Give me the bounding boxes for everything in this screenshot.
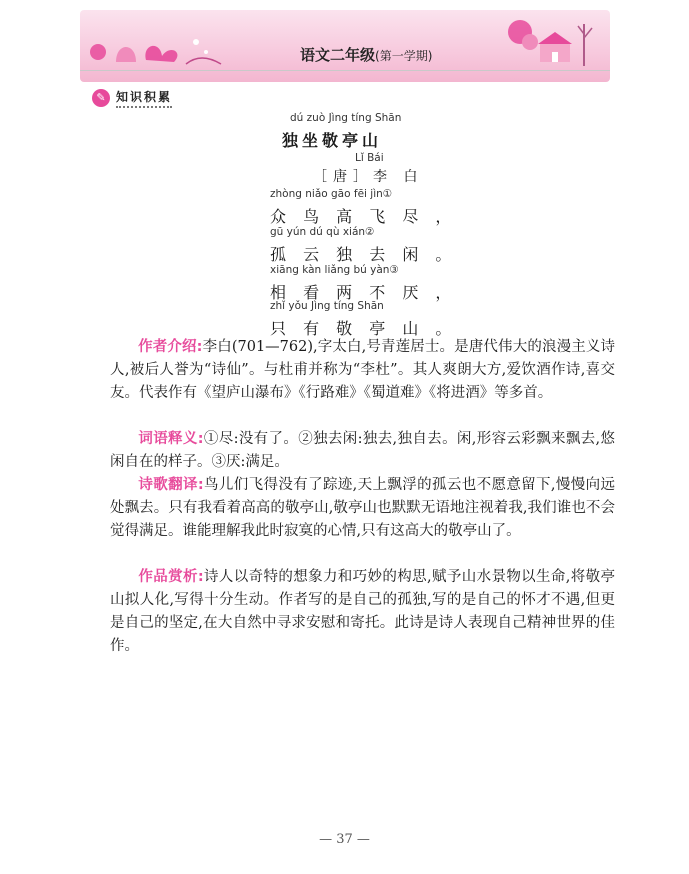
section-body: 诗人以奇特的想象力和巧妙的构思,赋予山水景物以生命,将敬亭山拟人化,写得十分生动。作者写的是自己的孤独,写的是自己的怀才不遇,但更是自己的坚定,在大自然中寻求安慰和寄托。此诗是诗人表现自己精神世界的佳作。 [110, 569, 615, 654]
poem-title: 独坐敬亭山 [282, 131, 383, 150]
book-title: 语文二年级 [300, 46, 376, 64]
section-heading: 作品赏析: [138, 569, 204, 585]
poem-title-pinyin: dú zuò Jìng tíng Shān [290, 112, 402, 124]
page-header-title [300, 44, 432, 65]
translation-paragraph [110, 474, 615, 543]
poem-author-pinyin: Lǐ Bái [355, 152, 384, 164]
section-body: 李白(701—762),字太白,号青莲居士。是唐代伟大的浪漫主义诗人,被后人誉为“诗仙”。与杜甫并称为“李杜”。其人爽朗大方,爱饮酒作诗,喜交友。代表作有《望庐山瀑布》《行路难》《蜀道难》《将进酒》等多首。 [110, 339, 615, 401]
poem-line: 只 有 敬 亭 山 。 [270, 319, 458, 338]
pencil-circle-icon: ✎ [92, 89, 110, 107]
header-divider [80, 70, 610, 71]
poem-line: 相 看 两 不 厌 ， [270, 283, 458, 302]
section-tag [92, 88, 172, 108]
section-body: ①尽:没有了。②独去闲:独去,独自去。闲,形容云彩飘来飘去,悠闲自在的样子。③厌:满足。 [110, 431, 615, 470]
poem-line: 孤 云 独 去 闲 。 [270, 245, 458, 264]
author-intro-paragraph [110, 336, 615, 405]
house-tree-decoration-icon [500, 14, 600, 70]
section-body: 鸟儿们飞得没有了踪迹,天上飘浮的孤云也不愿意留下,慢慢向远处飘去。只有我看着高高的敬亭山,敬亭山也默默无语地注视着我,我们谁也不会觉得满足。谁能理解我此时寂寞的心情,只有这高大的敬亭山了。 [110, 477, 615, 539]
word-explanation-paragraph [110, 428, 615, 474]
poem-line-pinyin: zhòng niǎo gāo fēi jìn① [270, 188, 393, 200]
poem-line-pinyin: gū yún dú qù xián② [270, 226, 375, 238]
book-subtitle: (第一学期) [375, 49, 433, 63]
poem-line-pinyin: zhǐ yǒu Jìng tíng Shān [270, 300, 384, 312]
poem-author: ［唐］李 白 [313, 169, 424, 185]
section-heading: 词语释义: [138, 431, 204, 447]
section-heading: 作者介绍: [138, 339, 203, 355]
appreciation-paragraph [110, 566, 615, 658]
heart-flower-decoration-icon [86, 22, 226, 72]
section-label: 知识积累 [116, 88, 172, 108]
poem-line: 众 鸟 高 飞 尽 ， [270, 207, 458, 226]
section-heading: 诗歌翻译: [138, 477, 204, 493]
page-number: — 37 — [319, 832, 370, 847]
poem-line-pinyin: xiāng kàn liǎng bú yàn③ [270, 264, 399, 276]
